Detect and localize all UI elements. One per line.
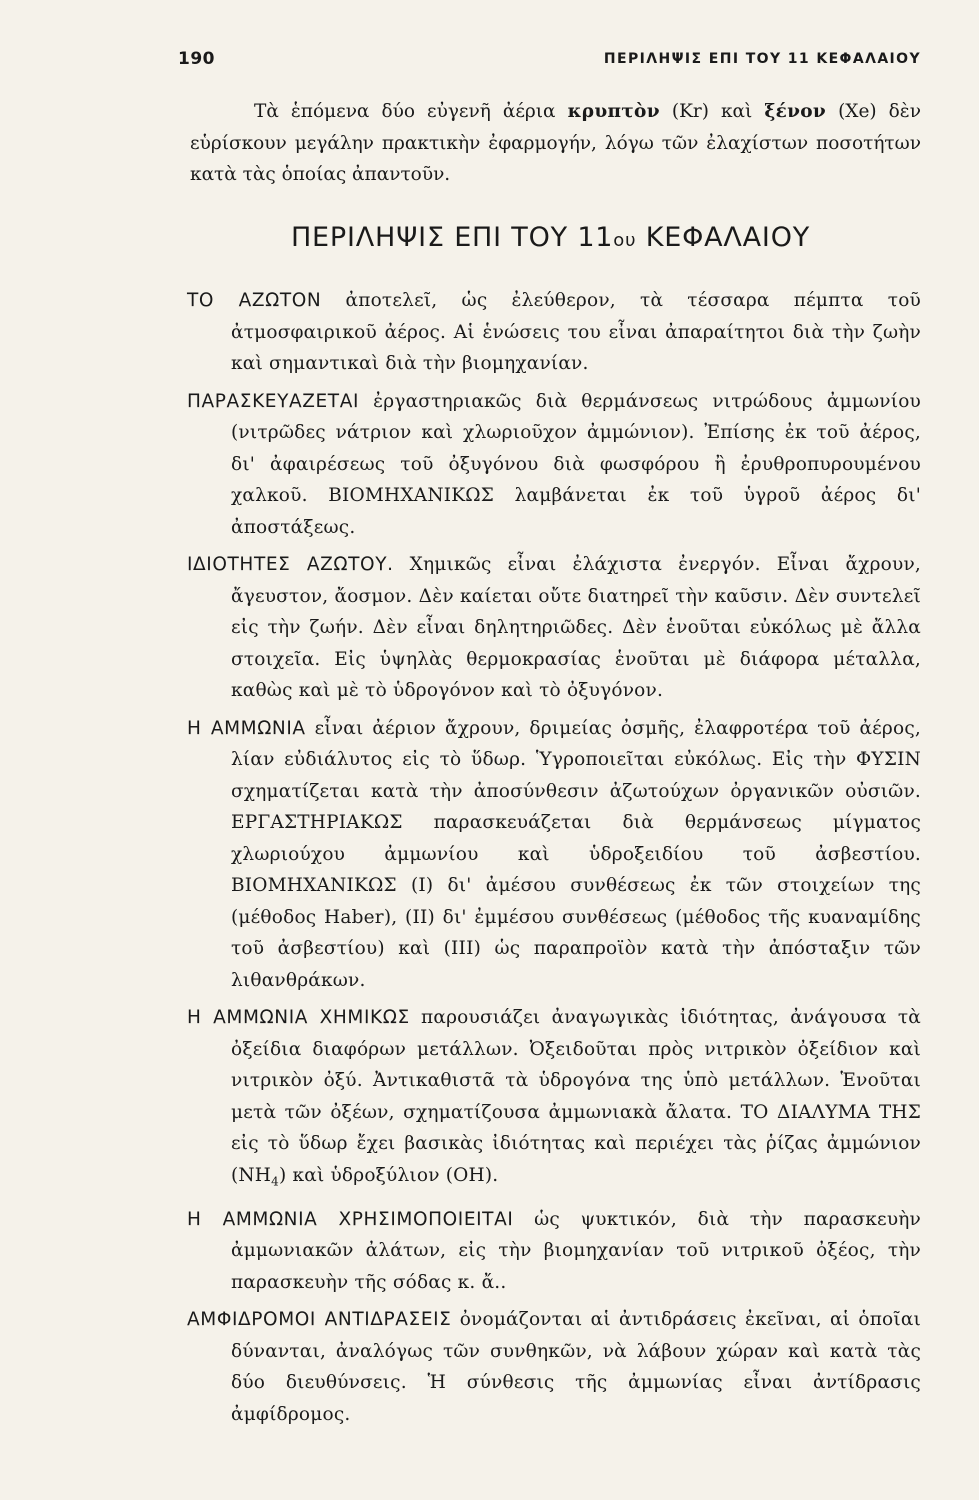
intro-paragraph bbox=[190, 96, 921, 191]
subscript: 4 bbox=[271, 1174, 279, 1189]
intro-text: (Xe) δὲν εὑρίσκουν μεγάλην πρακτικὴν ἐφαρμογήν, λόγω τῶν ἐλαχίστων ποσοτήτων κατὰ τὰς ὁποίας ἀπαντοῦν. bbox=[190, 101, 921, 185]
running-head bbox=[178, 46, 921, 72]
heading-main: ΠΕΡΙΛΗΨΙΣ ΕΠΙ ΤΟΥ 11 bbox=[290, 222, 614, 253]
xenon-term: ξένον bbox=[764, 101, 827, 122]
section-heading bbox=[180, 222, 921, 253]
heading-end: ΚΕΦΑΛΑΙΟΥ bbox=[645, 222, 811, 253]
intro-text: (Kr) καὶ bbox=[671, 101, 753, 122]
summary-entry bbox=[187, 285, 921, 380]
entry-text: ὀνομάζονται αἱ ἀντιδράσεις ἐκεῖναι, αἱ ὁποῖαι δύνανται, ἀναλόγως τῶν συνθηκῶν, νὰ λάβουν χώραν καὶ κατὰ τὰς δύο διευθύνσεις. Ἡ σύνθεσις τῆς ἀμμωνίας εἶναι ἀντίδρασις ἀμφίδρομος. bbox=[231, 1309, 921, 1425]
summary-entry bbox=[187, 1002, 921, 1198]
entry-keyword: ΠΑΡΑΣΚΕΥΑΖΕΤΑΙ bbox=[187, 390, 360, 412]
entry-text: ὡς ψυκτικόν, διὰ τὴν παρασκευὴν ἀμμωνιακῶν ἀλάτων, εἰς τὴν βιομηχανίαν τοῦ νιτρικοῦ ὀξέος, τὴν παρασκευὴν τῆς σόδας κ. ἄ.. bbox=[231, 1208, 921, 1293]
entry-keyword: Η ΑΜΜΩΝΙΑ ΧΡΗΣΙΜΟΠΟΙΕΙΤΑΙ bbox=[187, 1208, 514, 1230]
summary-entry bbox=[187, 713, 921, 997]
heading-suffix: ου bbox=[613, 230, 637, 251]
entry-keyword: ΑΜΦΙΔΡΟΜΟΙ ΑΝΤΙΔΡΑΣΕΙΣ bbox=[187, 1309, 452, 1331]
summary-entry bbox=[187, 1304, 921, 1430]
entry-text: ) καὶ ὑδροξύλιον (OH). bbox=[278, 1164, 499, 1186]
summary-entry bbox=[187, 386, 921, 544]
entry-keyword: Η ΑΜΜΩΝΙΑ ΧΗΜΙΚΩΣ bbox=[187, 1007, 410, 1028]
entry-text: ἀποτελεῖ, ὡς ἐλεύθερον, τὰ τέσσαρα πέμπτα τοῦ ἀτμοσφαιρικοῦ ἀέρος. Αἱ ἑνώσεις του εἶναι ἀπαραίτητοι διὰ τὴν ζωὴν καὶ σημαντικαὶ διὰ τὴν βιομηχανίαν. bbox=[231, 290, 921, 374]
summary-entry bbox=[187, 549, 921, 707]
summary-entries bbox=[187, 285, 921, 1436]
page-number: 190 bbox=[178, 49, 215, 69]
running-title: ΠΕΡΙΛΗΨΙΣ ΕΠΙ ΤΟΥ 11 ΚΕΦΑΛΑΙΟΥ bbox=[603, 51, 921, 67]
krypton-term: κρυπτὸν bbox=[567, 101, 660, 122]
entry-keyword: ΤΟ ΑΖΩΤΟΝ bbox=[187, 290, 322, 311]
intro-text: Τὰ ἑπόμενα δύο εὐγενῆ ἀέρια bbox=[254, 101, 556, 122]
entry-text: Χημικῶς εἶναι ἐλάχιστα ἐνεργόν. Εἶναι ἄχρουν, ἄγευστον, ἄοσμον. Δὲν καίεται οὔτε διατηρεῖ τὴν καῦσιν. Δὲν συντελεῖ εἰς τὴν ζωήν. Δὲν εἶναι δηλητηριῶδες. Δὲν ἑνοῦται εὐκόλως μὲ ἄλλα στοιχεῖα. Εἰς ὑψηλὰς θερμοκρασίας ἑνοῦται μὲ διάφορα μέταλλα, καθὼς καὶ μὲ τὸ ὑδρογόνον καὶ τὸ ὀξυγόνον. bbox=[231, 554, 921, 701]
entry-text: παρουσιάζει ἀναγωγικὰς ἰδιότητας, ἀνάγουσα τὰ ὀξείδια διαφόρων μετάλλων. Ὀξειδοῦται πρὸς νιτρικὸν ὀξείδιον καὶ νιτρικὸν ὀξύ. Ἀντικαθιστᾶ τὰ ὑδρογόνα της ὑπὸ μετάλλων. Ἑνοῦται μετὰ τῶν ὀξέων, σχηματίζουσα ἀμμωνιακὰ ἄλατα. ΤΟ ΔΙΑΛΥΜΑ ΤΗΣ εἰς τὸ ὕδωρ ἔχει βασικὰς ἰδιότητας καὶ περιέχει τὰς ῥίζας ἀμμώνιον (NH bbox=[231, 1007, 921, 1186]
entry-keyword: ΙΔΙΟΤΗΤΕΣ ΑΖΩΤΟΥ. bbox=[187, 554, 394, 575]
entry-text: εἶναι ἀέριον ἄχρουν, δριμείας ὀσμῆς, ἐλαφροτέρα τοῦ ἀέρος, λίαν εὐδιάλυτος εἰς τὸ ὕδωρ. Ὑγροποιεῖται εὐκόλως. Εἰς τὴν ΦΥΣΙΝ σχηματίζεται κατὰ τὴν ἀποσύνθεσιν ἀζωτούχων ὀργανικῶν οὐσιῶν. ΕΡΓΑΣΤΗΡΙΑΚΩΣ παρασκευάζεται διὰ θερμάνσεως μίγματος χλωριούχου ἀμμωνίου καὶ ὑδροξειδίου τοῦ ἀσβεστίου. ΒΙΟΜΗΧΑΝΙΚΩΣ (I) δι' ἀμέσου συνθέσεως ἐκ τῶν στοιχείων της (μέθοδος Haber), (II) δι' ἐμμέσου συνθέσεως (μέθοδος τῆς κυαναμίδης τοῦ ἀσβεστίου) καὶ (III) ὡς παραπροϊὸν κατὰ τὴν ἀπόσταξιν τῶν λιθανθράκων. bbox=[231, 717, 921, 991]
entry-keyword: Η ΑΜΜΩΝΙΑ bbox=[187, 717, 306, 739]
entry-text: ἐργαστηριακῶς διὰ θερμάνσεως νιτρώδους ἀμμωνίου (νιτρῶδες νάτριον καὶ χλωριοῦχον ἀμμώνιον). Ἐπίσης ἐκ τοῦ ἀέρος, δι' ἀφαιρέσεως τοῦ ὀξυγόνου διὰ φωσφόρου ἢ ἐρυθροπυρουμένου χαλκοῦ. ΒΙΟΜΗΧΑΝΙΚΩΣ λαμβάνεται ἐκ τοῦ ὑγροῦ ἀέρος δι' ἀποστάξεως. bbox=[231, 390, 921, 538]
summary-entry bbox=[187, 1204, 921, 1299]
